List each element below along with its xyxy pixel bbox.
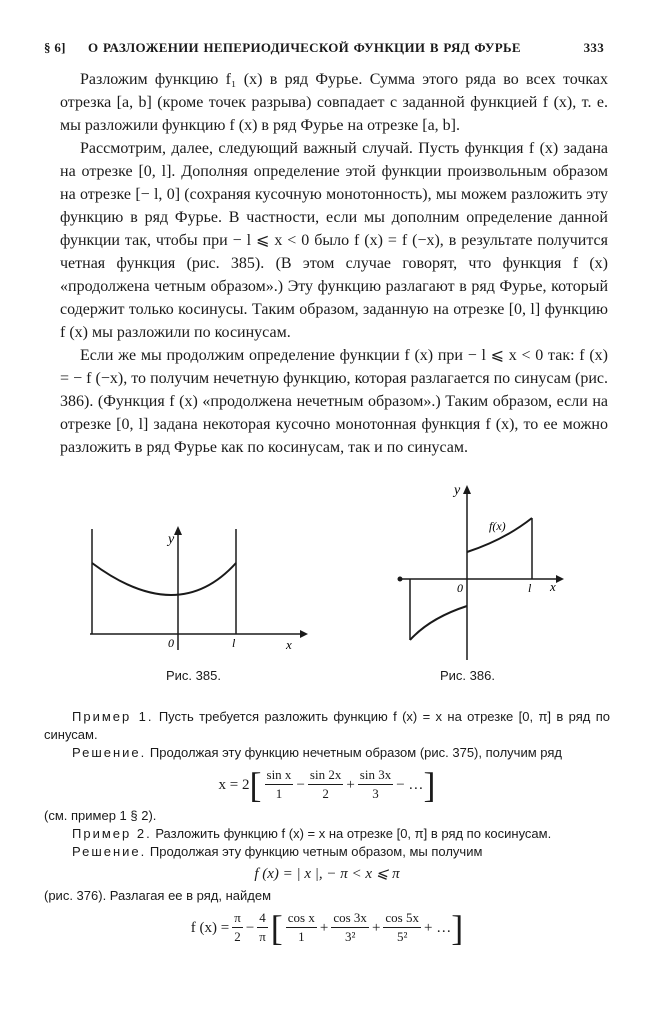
right-bracket: ] [451, 907, 464, 948]
y-label: y [168, 532, 175, 547]
solution-1-text: Продолжая эту функцию нечетным образом (рис. 375), получим ряд [149, 745, 562, 760]
solution-2-text: Продолжая эту функцию четным образом, мы получим [149, 844, 483, 859]
examples-block [44, 708, 610, 950]
x-axis-arrow [556, 575, 564, 583]
operator: − [245, 919, 255, 936]
operator: + [371, 919, 381, 936]
term-a: $\frac{\pi}{2}$ [234, 910, 241, 944]
even-curve [92, 563, 236, 595]
figure-386-caption: Рис. 386. [440, 668, 495, 683]
page-number: 333 [583, 40, 604, 55]
paragraph-2: Рассмотрим, далее, следующий важный случай. Пусть функция f (x) задана на отрезке [0, l]. Дополняя определение этой функции произвольным образом на отрезке [− l, 0] (сохраняя кусочную монотонность), мы можем разложить эту функцию в ряд Фурье. В частности, если мы дополним определение данной функции так, чтобы при − l ⩽ x < 0 было f (x) = f (−x), в результате получится четная функция (рис. 385). (В этом случае говорят, что функция f (x) «продолжена четным образом».) Эту функцию разлагают в ряд Фурье, который содержит только косинусы. Таким образом, заданную на отрезке [0, l] функцию f (x) мы разложили по косинусам. [60, 140, 608, 341]
odd-curve-left [410, 606, 467, 640]
operator: + [319, 919, 329, 936]
sine-lhs: x = 2 [218, 776, 250, 793]
example-1-heading: Пример 1. [72, 709, 154, 724]
series-tail: + … [424, 919, 452, 936]
solution-1-heading: Решение. [72, 745, 147, 760]
term-c2: $\frac{\cos 3x}{\text{3²}}$ [333, 910, 367, 944]
term-1: $\frac{\text{sin x}}{1}$ [266, 767, 292, 801]
example-1-text: Пусть требуется разложить функцию f (x) = x на отрезке [0, π] в ряд по синусам. [44, 709, 610, 742]
series-tail: − … [396, 776, 424, 793]
l-label: l [528, 581, 532, 595]
l-label: l [232, 636, 236, 650]
x-label: x [550, 579, 556, 594]
operator: − [296, 776, 305, 793]
term-b: $\frac{4}{\pi}$ [259, 910, 266, 944]
cosine-lhs: f (x) = [190, 919, 230, 936]
term-2: $\frac{\sin 2x}{2}$ [309, 767, 342, 801]
example-2-continuation: (рис. 376). Разлагая ее в ряд, найдем [44, 888, 272, 903]
left-bracket: [ [270, 907, 283, 948]
origin-label: 0 [457, 581, 463, 595]
example-2-text: Разложить функцию f (x) = x на отрезке [0, π] в ряд по косинусам. [155, 826, 552, 841]
example-2-heading: Пример 2. [72, 826, 152, 841]
solution-1 [44, 744, 610, 762]
section-mark: § 6] [44, 40, 66, 55]
y-axis-arrow [174, 526, 182, 535]
term-3: $\frac{\sin 3x}{3}$ [359, 767, 392, 801]
left-endpoint [398, 577, 403, 582]
formula-cosine-series [44, 909, 610, 946]
term-c3: $\frac{\cos 5x}{\text{5²}}$ [385, 910, 419, 944]
paragraph-3: Если же мы продолжим определение функции f (x) при − l ⩽ x < 0 так: f (x) = − f (−x), то получим нечетную функцию, которая разлагается по синусам (рис. 386). (Функция f (x) «продолжена нечетным образом».) Таким образом, если на отрезке [0, l] задана некоторая кусочно монотонная функция f (x), то ее можно разложить в ряд Фурье как по косинусам, так и по синусам. [60, 347, 608, 456]
left-bracket: [ [249, 764, 262, 805]
figure-385 [88, 525, 308, 655]
solution-2 [44, 843, 610, 861]
formula-sine-series [44, 766, 610, 803]
y-label: y [454, 483, 461, 498]
term-c1: $\frac{\text{cos x}}{1}$ [287, 910, 315, 944]
right-bracket: ] [423, 764, 436, 805]
figure-386 [394, 480, 574, 665]
formula-abs: f (x) = | x |, − π < x ⩽ π [254, 866, 400, 882]
running-title: О РАЗЛОЖЕНИИ НЕПЕРИОДИЧЕСКОЙ ФУНКЦИИ В РЯД ФУРЬЕ [88, 40, 521, 55]
curve-label: f(x) [489, 519, 506, 533]
running-header [44, 40, 604, 60]
operator: + [346, 776, 355, 793]
x-axis-arrow [300, 630, 308, 638]
y-axis-arrow [463, 485, 471, 494]
example-1-reference: (см. пример 1 § 2). [44, 808, 157, 823]
paragraph-1: Разложим функцию f₁ (x) в ряд Фурье. Сумма этого ряда во всех точках отрезка [a, b] (кроме точек разрыва) совпадает с заданной функцией f (x), т. е. мы разложили функцию f (x) в ряд Фурье на отрезке [a, b]. [60, 71, 608, 134]
origin-label: 0 [168, 636, 174, 650]
x-label: x [286, 637, 292, 652]
solution-2-heading: Решение. [72, 844, 147, 859]
main-text [60, 68, 608, 459]
example-1 [44, 708, 610, 744]
example-2 [44, 825, 610, 843]
figure-385-caption: Рис. 385. [166, 668, 221, 683]
